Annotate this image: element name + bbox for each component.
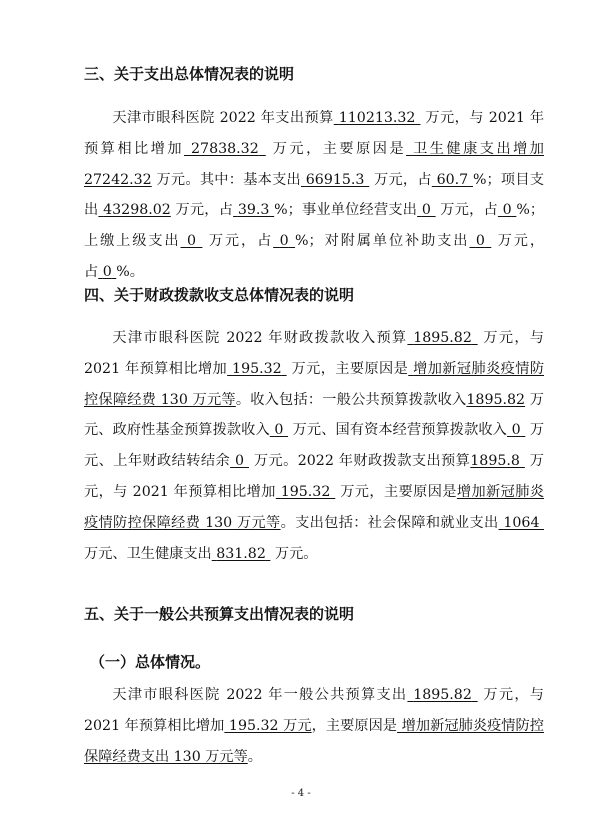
- value-general-increase: 195.32 万元: [228, 717, 312, 734]
- value-general-budget-income: 1895.82: [466, 391, 526, 408]
- page-number: - 4 -: [291, 788, 311, 799]
- value-expense-increase: 27838.32: [191, 140, 259, 157]
- value-expense-reason: 卫生健康支出增加 27242.32: [84, 140, 544, 188]
- value-upper-expense: 0: [186, 233, 196, 250]
- value-income-increase: 195.32: [232, 360, 282, 377]
- section-5-paragraph: 天津市眼科医院 2022 年一般公共预算支出 1895.82 万元，与 2021 年预算相比增加 195.32 万元，主要原因是 增加新冠肺炎疫情防控保障经费支出 130 万元等。: [84, 687, 544, 765]
- value-upper-pct: 0: [279, 233, 289, 250]
- section-3-paragraph: 天津市眼科医院 2022 年支出预算 110213.32 万元，与 2021 年预算相比增加 27838.32 万元，主要原因是 卫生健康支出增加 27242.32 万元。其中：基本支出 66915.3 万元，占 60.7 %；项目支出 43298.02 万元，占 39.3 %；事业单位经营支出 0 万元，占 0 %；上缴上级支出 0 万元，占 0 %；对附属单位补助支出 0 万元，占 0 %。: [84, 110, 545, 280]
- value-subsidy-expense: 0: [475, 233, 485, 250]
- value-basic-pct: 60.7: [436, 171, 469, 188]
- value-fiscal-income: 1895.82: [413, 330, 472, 346]
- section-4-paragraph: 天津市眼科医院 2022 年财政拨款收入预算 1895.82 万元，与 2021 年预算相比增加 195.32 万元，主要原因是 增加新冠肺炎疫情防控保障经费 130 万元等。收入包括：一般公共预算拨款收入1895.82 万元、政府性基金预算拨款收入 0 万元、国有资本经营预算拨款收入 0 万元、上年财政结转结余 0 万元。2022 年财政拨款支出预算1895.8 万元，与 2021 年预算相比增加 195.32 万元，主要原因是增加新冠肺炎疫情防控保障经费 130 万元等。支出包括：社会保障和就业支出 1064 万元、卫生健康支出 831.82 万元。: [84, 330, 545, 562]
- value-project-pct: 39.3: [237, 202, 270, 219]
- value-general-expense: 1895.82: [413, 687, 472, 703]
- value-social-security-expense: 1064: [503, 514, 540, 531]
- value-carry-over: 0: [235, 453, 245, 470]
- value-expense-increase: 195.32: [280, 483, 331, 500]
- value-fund-income: 0: [274, 422, 284, 439]
- value-health-expense: 831.82: [216, 545, 266, 562]
- section-5-subheading: （一）总体情况。: [90, 653, 211, 671]
- value-general-reason: 增加新冠肺炎疫情防控保障经费支出 130 万元等: [84, 717, 544, 765]
- value-subsidy-pct: 0: [102, 263, 112, 280]
- value-project-expense: 43298.02: [103, 202, 171, 219]
- value-income-reason: 增加新冠肺炎疫情防控保障经费 130 万元等: [84, 360, 545, 408]
- value-business-expense: 0: [421, 202, 431, 219]
- section-5-heading: 五、关于一般公共预算支出情况表的说明: [84, 605, 355, 623]
- value-expense-reason: 增加新冠肺炎疫情防控保障经费 130 万元等: [84, 483, 544, 531]
- value-total-expense: 110213.32: [338, 110, 416, 126]
- section-3-heading: 三、关于支出总体情况表的说明: [84, 65, 295, 83]
- value-basic-expense: 66915.3: [305, 171, 365, 188]
- value-state-capital-income: 0: [511, 422, 521, 439]
- section-4-heading: 四、关于财政拨款收支总体情况表的说明: [84, 286, 355, 304]
- value-fiscal-expense: 1895.8: [470, 453, 520, 470]
- value-business-pct: 0: [502, 202, 512, 219]
